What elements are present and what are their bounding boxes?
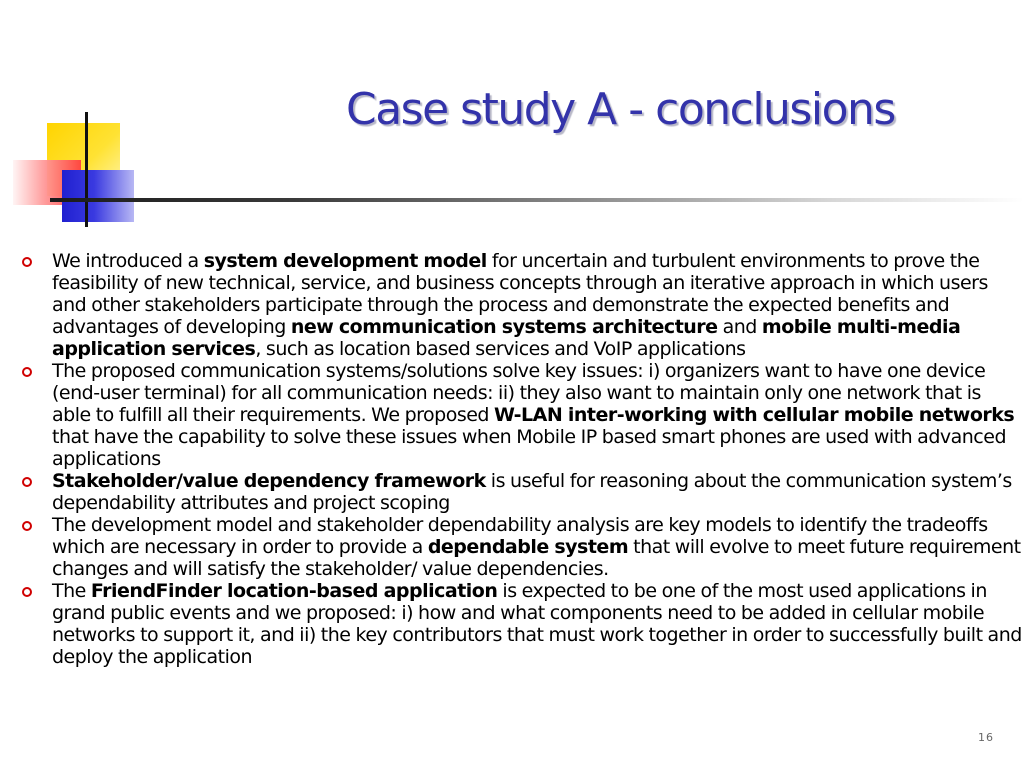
bullet-text: is expected to be one of the most used applications in grand public events and we proposed: i) how and what components need to be added in cellular mobile networks to support it, and ii) the key contributors that must work together in order to successfully built and deploy the application xyxy=(52,580,1022,668)
bullet-bold-text: dependable system xyxy=(427,536,629,558)
bullet-text: The proposed communication systems/solutions solve key issues: i) organizers want to have one device (end-user terminal) for all communication needs: ii) they also want to maintain only one network that is able to fulfill all their requirements. We proposed xyxy=(52,360,986,426)
bullet-list xyxy=(18,250,1024,668)
bullet-circle-icon xyxy=(22,587,32,597)
bullet-text: for uncertain and turbulent environments to prove the feasibility of new technical, service, and business concepts through an iterative approach in which users and other stakeholders participate through the process and demonstrate the expected benefits and advantages of developing xyxy=(52,250,988,338)
bullet-text: , such as location based services and VoIP applications xyxy=(255,338,746,360)
logo-blue-square xyxy=(62,170,134,222)
bullet-text: The development model and stakeholder dependability analysis are key models to identify the tradeoffs which are necessary in order to provide a xyxy=(52,514,988,558)
bullet-bold-text: FriendFinder location-based application xyxy=(90,580,498,602)
slide-title: Case study A - conclusions xyxy=(346,84,895,135)
bullet-bold-text: W-LAN inter-working with cellular mobile networks xyxy=(494,404,1015,426)
logo-vertical-line xyxy=(85,112,88,227)
bullet-text: is useful for reasoning about the communication system’s dependability attributes and project scoping xyxy=(52,470,1012,514)
bullet-item-2 xyxy=(18,360,1024,470)
page-number: 16 xyxy=(978,731,994,744)
bullet-text: We introduced a xyxy=(52,250,204,272)
bullet-circle-icon xyxy=(22,257,32,267)
bullet-text: and xyxy=(717,316,762,338)
bullet-item-4 xyxy=(18,514,1024,580)
bullet-circle-icon xyxy=(22,521,32,531)
bullet-text: that have the capability to solve these issues when Mobile IP based smart phones are used with advanced applications xyxy=(52,426,1007,470)
bullet-circle-icon xyxy=(22,477,32,487)
bullet-item-1 xyxy=(18,250,1024,360)
bullet-text: that will evolve to meet future requirement changes and will satisfy the stakeholder/ value dependencies. xyxy=(52,536,1021,580)
bullet-item-3 xyxy=(18,470,1024,514)
bullet-circle-icon xyxy=(22,367,32,377)
bullet-bold-text: Stakeholder/value dependency framework xyxy=(52,470,486,492)
title-divider-line xyxy=(50,198,1024,202)
bullet-bold-text: new communication systems architecture xyxy=(290,316,718,338)
bullet-bold-text: system development model xyxy=(203,250,487,272)
bullet-bold-text: mobile multi-media application services xyxy=(52,316,961,360)
bullet-item-5 xyxy=(18,580,1024,668)
bullet-text: The xyxy=(52,580,91,602)
